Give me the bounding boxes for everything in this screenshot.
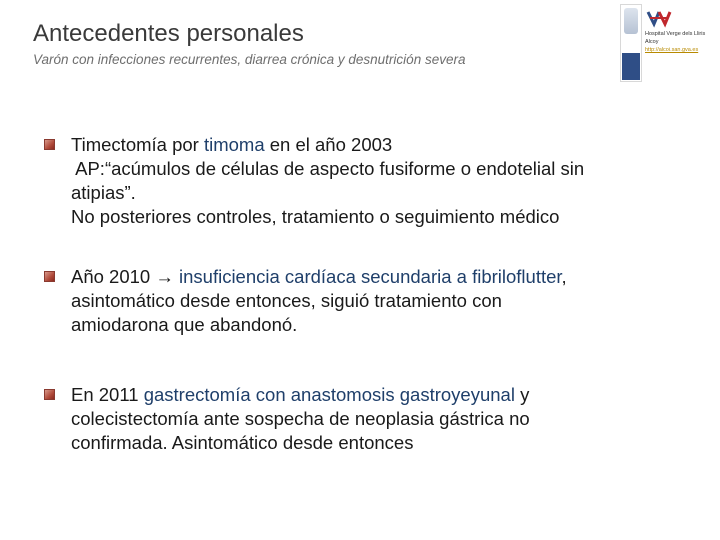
hospital-seal-logo	[620, 4, 642, 82]
seal-icon	[624, 8, 638, 34]
bullet-list	[44, 133, 704, 455]
bullet-line	[71, 133, 704, 157]
blue-banner-icon	[622, 53, 640, 80]
bullet-line	[71, 265, 704, 289]
highlight-text: insuficiencia cardíaca secundaria a fibriloflutter	[179, 266, 562, 287]
bullet-item	[44, 265, 704, 337]
bullet-marker-icon	[44, 271, 55, 282]
slide-subtitle: Varón con infecciones recurrentes, diarrea crónica y desnutrición severa	[33, 52, 466, 67]
bullet-line: atipias”.	[71, 182, 136, 203]
bullet-text: en el año 2003	[264, 134, 393, 155]
bullet-text: Año 2010	[71, 266, 156, 287]
hospital-info	[645, 30, 705, 54]
bullet-line: No posteriores controles, tratamiento o seguimiento médico	[71, 206, 560, 227]
bullet-line	[71, 383, 704, 407]
hospital-name: Hospital Verge dels Lliris	[645, 31, 706, 37]
bullet-text: Timectomía por	[71, 134, 204, 155]
bullet-item	[44, 383, 704, 455]
slide-title: Antecedentes personales	[33, 20, 304, 47]
bullet-line: AP:“acúmulos de células de aspecto fusiforme o endotelial sin	[71, 158, 585, 179]
bullet-line: colecistectomía ante sospecha de neoplasia gástrica no	[71, 408, 530, 429]
hospital-url-link[interactable]: http://alcoi.san.gva.es	[645, 47, 699, 53]
bullet-text: ,	[561, 266, 567, 287]
bullet-item	[44, 133, 704, 229]
highlight-text: gastrectomía con anastomosis gastroyeyunal	[143, 384, 515, 405]
bullet-line: amiodarona que abandonó.	[71, 314, 298, 335]
highlight-text: timoma	[203, 134, 265, 155]
bullet-text: En 2011	[71, 384, 144, 405]
bullet-text: y	[514, 384, 530, 405]
bullet-line: asintomático desde entonces, siguió tratamiento con	[71, 290, 502, 311]
hospital-city: Alcoy	[645, 39, 659, 45]
bullet-marker-icon	[44, 139, 55, 150]
bullet-marker-icon	[44, 389, 55, 400]
arrow-right-icon: →	[155, 266, 174, 287]
hospital-logo-icon	[646, 8, 672, 28]
bullet-line: confirmada. Asintomático desde entonces	[71, 432, 414, 453]
